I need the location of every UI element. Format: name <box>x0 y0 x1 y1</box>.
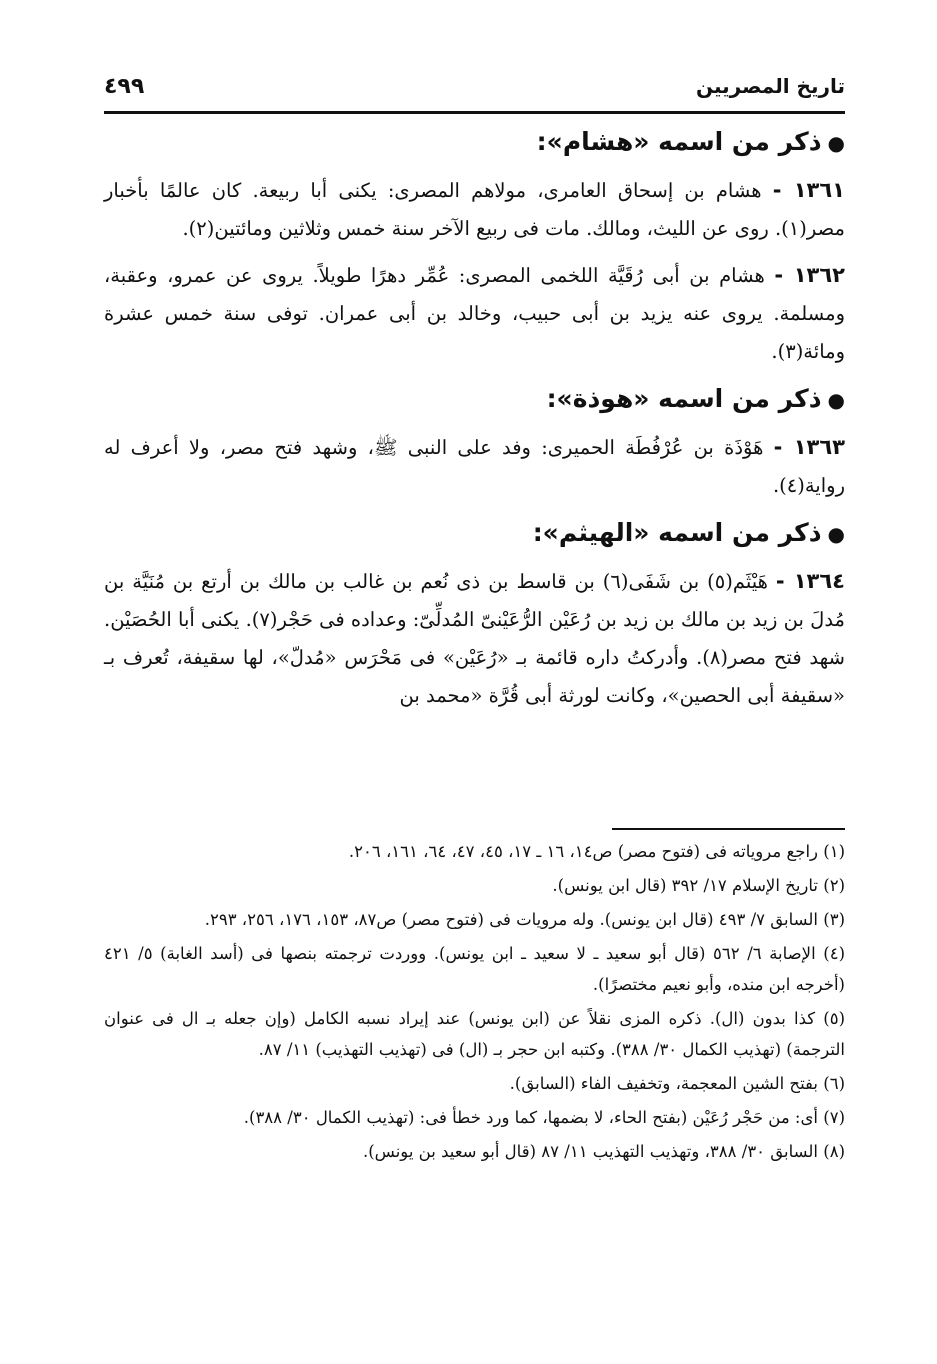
entry-text: هشام بن إسحاق العامرى، مولاهم المصرى: يكنى أبا ربيعة. كان عالمًا بأخبار مصر(١). روى عن الليث، ومالك. مات فى ربيع الآخر سنة خمس وثلاثين ومائتين(٢). <box>104 179 845 240</box>
entry-text: هشام بن أبى رُقَيَّة اللخمى المصرى: عُمِّر دهرًا طويلاً. يروى عن عمرو، وعقبة، ومسلمة. يروى عنه يزيد بن أبى حبيب، وخالد بن أبى عمران. توفى سنة خمس عشرة ومائة(٣). <box>104 264 845 363</box>
footnote: (٥) كذا بدون (ال). ذكره المزى نقلاً عن (ابن يونس) عند إيراد نسبه الكامل (وإن جعله بـ ال فى عنوان الترجمة) (تهذيب الكمال ٣٠/ ٣٨٨). وكتبه ابن حجر بـ (ال) فى (تهذيب التهذيب) ١١/ ٨٧. <box>104 1009 845 1059</box>
footnote: (٣) السابق ٧/ ٤٩٣ (قال ابن يونس). وله مرويات فى (فتوح مصر) ص٨٧، ١٥٣، ١٧٦، ٢٥٦، ٢٩٣. <box>204 910 845 929</box>
footnote: (٦) بفتح الشين المعجمة، وتخفيف الفاء (السابق). <box>509 1074 845 1093</box>
entry-number: ١٣٦٢ - <box>774 263 846 287</box>
entry-text: هَوْذَة بن عُرْفُطَة الحميرى: وفد على النبى ﷺ، وشهد فتح مصر، ولا أعرف له رواية(٤). <box>104 436 845 497</box>
entry-1364 <box>104 562 845 715</box>
header-rule <box>104 111 845 114</box>
footnote: (٧) أى: من حَجْر رُعَيْن (بفتح الحاء، لا بضمها، كما ورد خطأ فى: (تهذيب الكمال ٣٠/ ٣٨٨). <box>243 1108 845 1127</box>
entry-number: ١٣٦١ - <box>772 178 846 202</box>
footnote: (٨) السابق ٣٠/ ٣٨٨، وتهذيب التهذيب ١١/ ٨٧ (قال أبو سعيد بن يونس). <box>363 1142 845 1161</box>
footnote: (١) راجع مروياته فى (فتوح مصر) ص١٤، ١٦ ـ ١٧، ٤٥، ٤٧، ٦٤، ١٦١، ٢٠٦. <box>348 842 845 861</box>
section-heading-haytham <box>104 513 845 554</box>
footnote-rule <box>612 828 845 830</box>
bullet-icon: ● <box>827 131 845 155</box>
bullet-icon: ● <box>827 388 845 412</box>
entry-number: ١٣٦٣ - <box>773 435 846 459</box>
section-heading-hawdha <box>104 379 845 420</box>
section-heading-text: ذكر من اسمه «هوذة»: <box>546 384 822 413</box>
entry-text: هَيْثَم(٥) بن شَفَى(٦) بن قاسط بن ذى نُعم بن غالب بن مالك بن أرتع بن مُنَيَّة بن مُدلَ بن زيد بن مالك بن زيد بن رُعَيْن الرُّعَيْنىّ المُدلِّىّ: وعداده فى حَجْر(٧). يكنى أبا الحُصَيْن. شهد فتح مصر(٨). وأدركتُ داره قائمة بـ «رُعَيْن» فى مَحْرَس «مُدلّ»، لها سقيفة، تُعرف بـ «سقيفة أبى الحصين»، وكانت لورثة أبى قُرَّة «محمد بن <box>104 570 846 707</box>
footnote: (٤) الإصابة ٦/ ٥٦٢ (قال أبو سعيد ـ لا سعيد ـ ابن يونس). ووردت ترجمته بنصها فى (أسد الغابة) ٥/ ٤٢١ (أخرجه ابن منده، وأبو نعيم مختصرًا). <box>104 944 845 994</box>
footnote: (٢) تاريخ الإسلام ١٧/ ٣٩٢ (قال ابن يونس). <box>552 876 845 895</box>
section-heading-text: ذكر من اسمه «هشام»: <box>536 127 822 156</box>
page-number: ٤٩٩ <box>104 74 145 99</box>
entry-number: ١٣٦٤ - <box>775 569 845 593</box>
entry-1363 <box>104 428 845 505</box>
entry-1361 <box>104 171 845 248</box>
section-heading-text: ذكر من اسمه «الهيثم»: <box>532 518 822 547</box>
entry-1362 <box>104 256 845 371</box>
section-heading-hisham <box>104 122 845 163</box>
running-head-title: تاريخ المصريين <box>695 74 845 98</box>
footnotes <box>104 836 845 1170</box>
main-text <box>104 122 845 723</box>
running-head <box>104 68 845 108</box>
bullet-icon: ● <box>827 522 845 546</box>
